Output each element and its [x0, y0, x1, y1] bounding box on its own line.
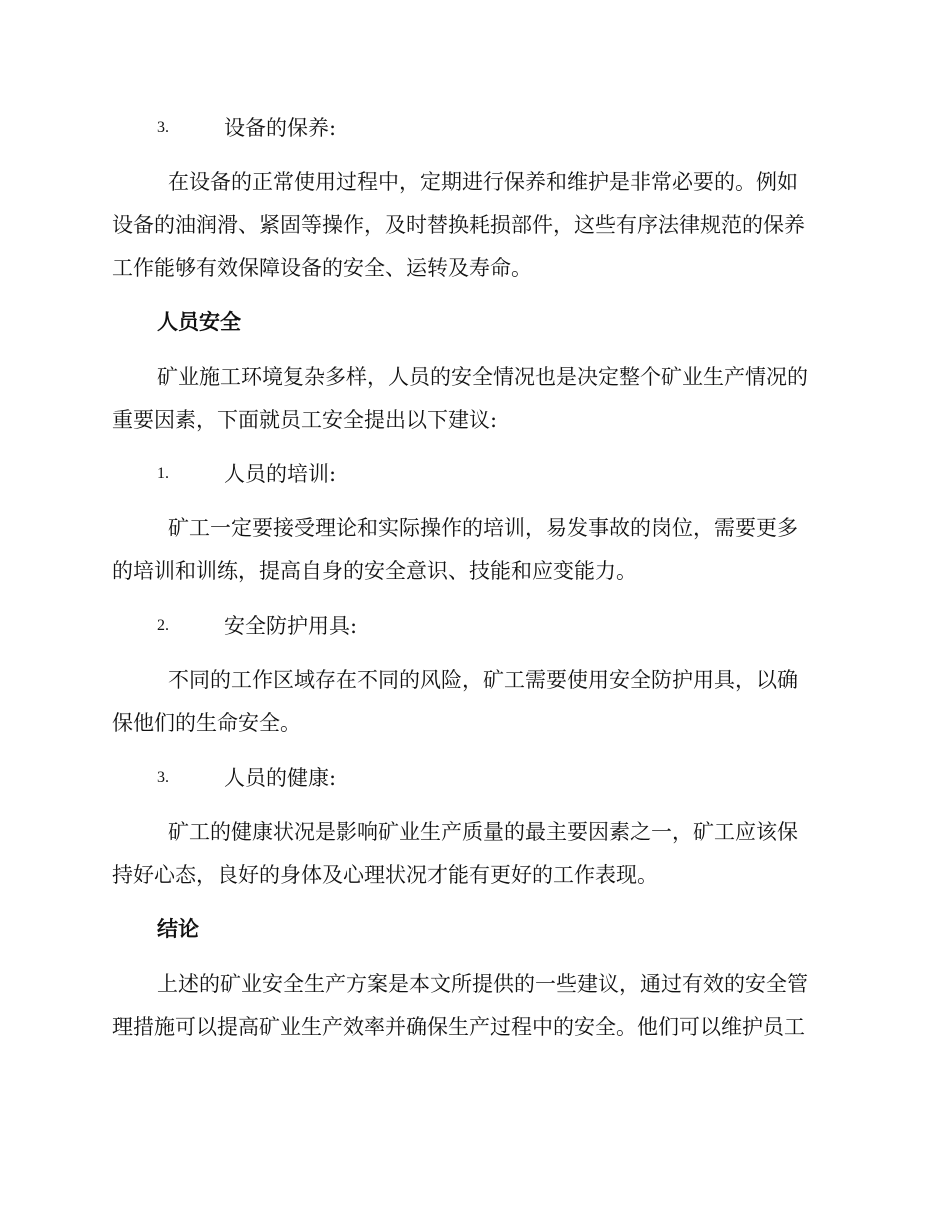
list-number: 3.	[157, 769, 169, 786]
paragraph-line: 矿工一定要接受理论和实际操作的培训，易发事故的岗位，需要更多	[168, 516, 798, 540]
paragraph-line: 矿工的健康状况是影响矿业生产质量的最主要因素之一，矿工应该保	[168, 820, 798, 844]
list-item-label: 安全防护用具:	[224, 614, 358, 638]
paragraph-line: 矿业施工环境复杂多样，人员的安全情况也是决定整个矿业生产情况的	[157, 365, 808, 389]
paragraph-line: 持好心态，良好的身体及心理状况才能有更好的工作表现。	[112, 863, 658, 887]
section-heading: 人员安全	[157, 310, 241, 334]
paragraph-line: 理措施可以提高矿业生产效率并确保生产过程中的安全。他们可以维护员工	[112, 1015, 805, 1039]
list-number: 1.	[157, 465, 169, 482]
list-item-label: 设备的保养:	[224, 116, 337, 140]
paragraph-line: 不同的工作区域存在不同的风险，矿工需要使用安全防护用具，以确	[168, 668, 798, 692]
paragraph-line: 工作能够有效保障设备的安全、运转及寿命。	[112, 256, 532, 280]
list-item-label: 人员的健康:	[224, 766, 337, 790]
paragraph-line: 设备的油润滑、紧固等操作，及时替换耗损部件，这些有序法律规范的保养	[112, 213, 805, 237]
list-number: 2.	[157, 617, 169, 634]
list-number: 3.	[157, 119, 169, 136]
paragraph-line: 重要因素，下面就员工安全提出以下建议:	[112, 408, 498, 432]
paragraph-line: 的培训和训练，提高自身的安全意识、技能和应变能力。	[112, 559, 637, 583]
paragraph-line: 在设备的正常使用过程中，定期进行保养和维护是非常必要的。例如	[168, 170, 798, 194]
list-item-label: 人员的培训:	[224, 462, 337, 486]
section-heading: 结论	[157, 917, 199, 941]
paragraph-line: 上述的矿业安全生产方案是本文所提供的一些建议，通过有效的安全管	[157, 972, 808, 996]
paragraph-line: 保他们的生命安全。	[112, 711, 301, 735]
